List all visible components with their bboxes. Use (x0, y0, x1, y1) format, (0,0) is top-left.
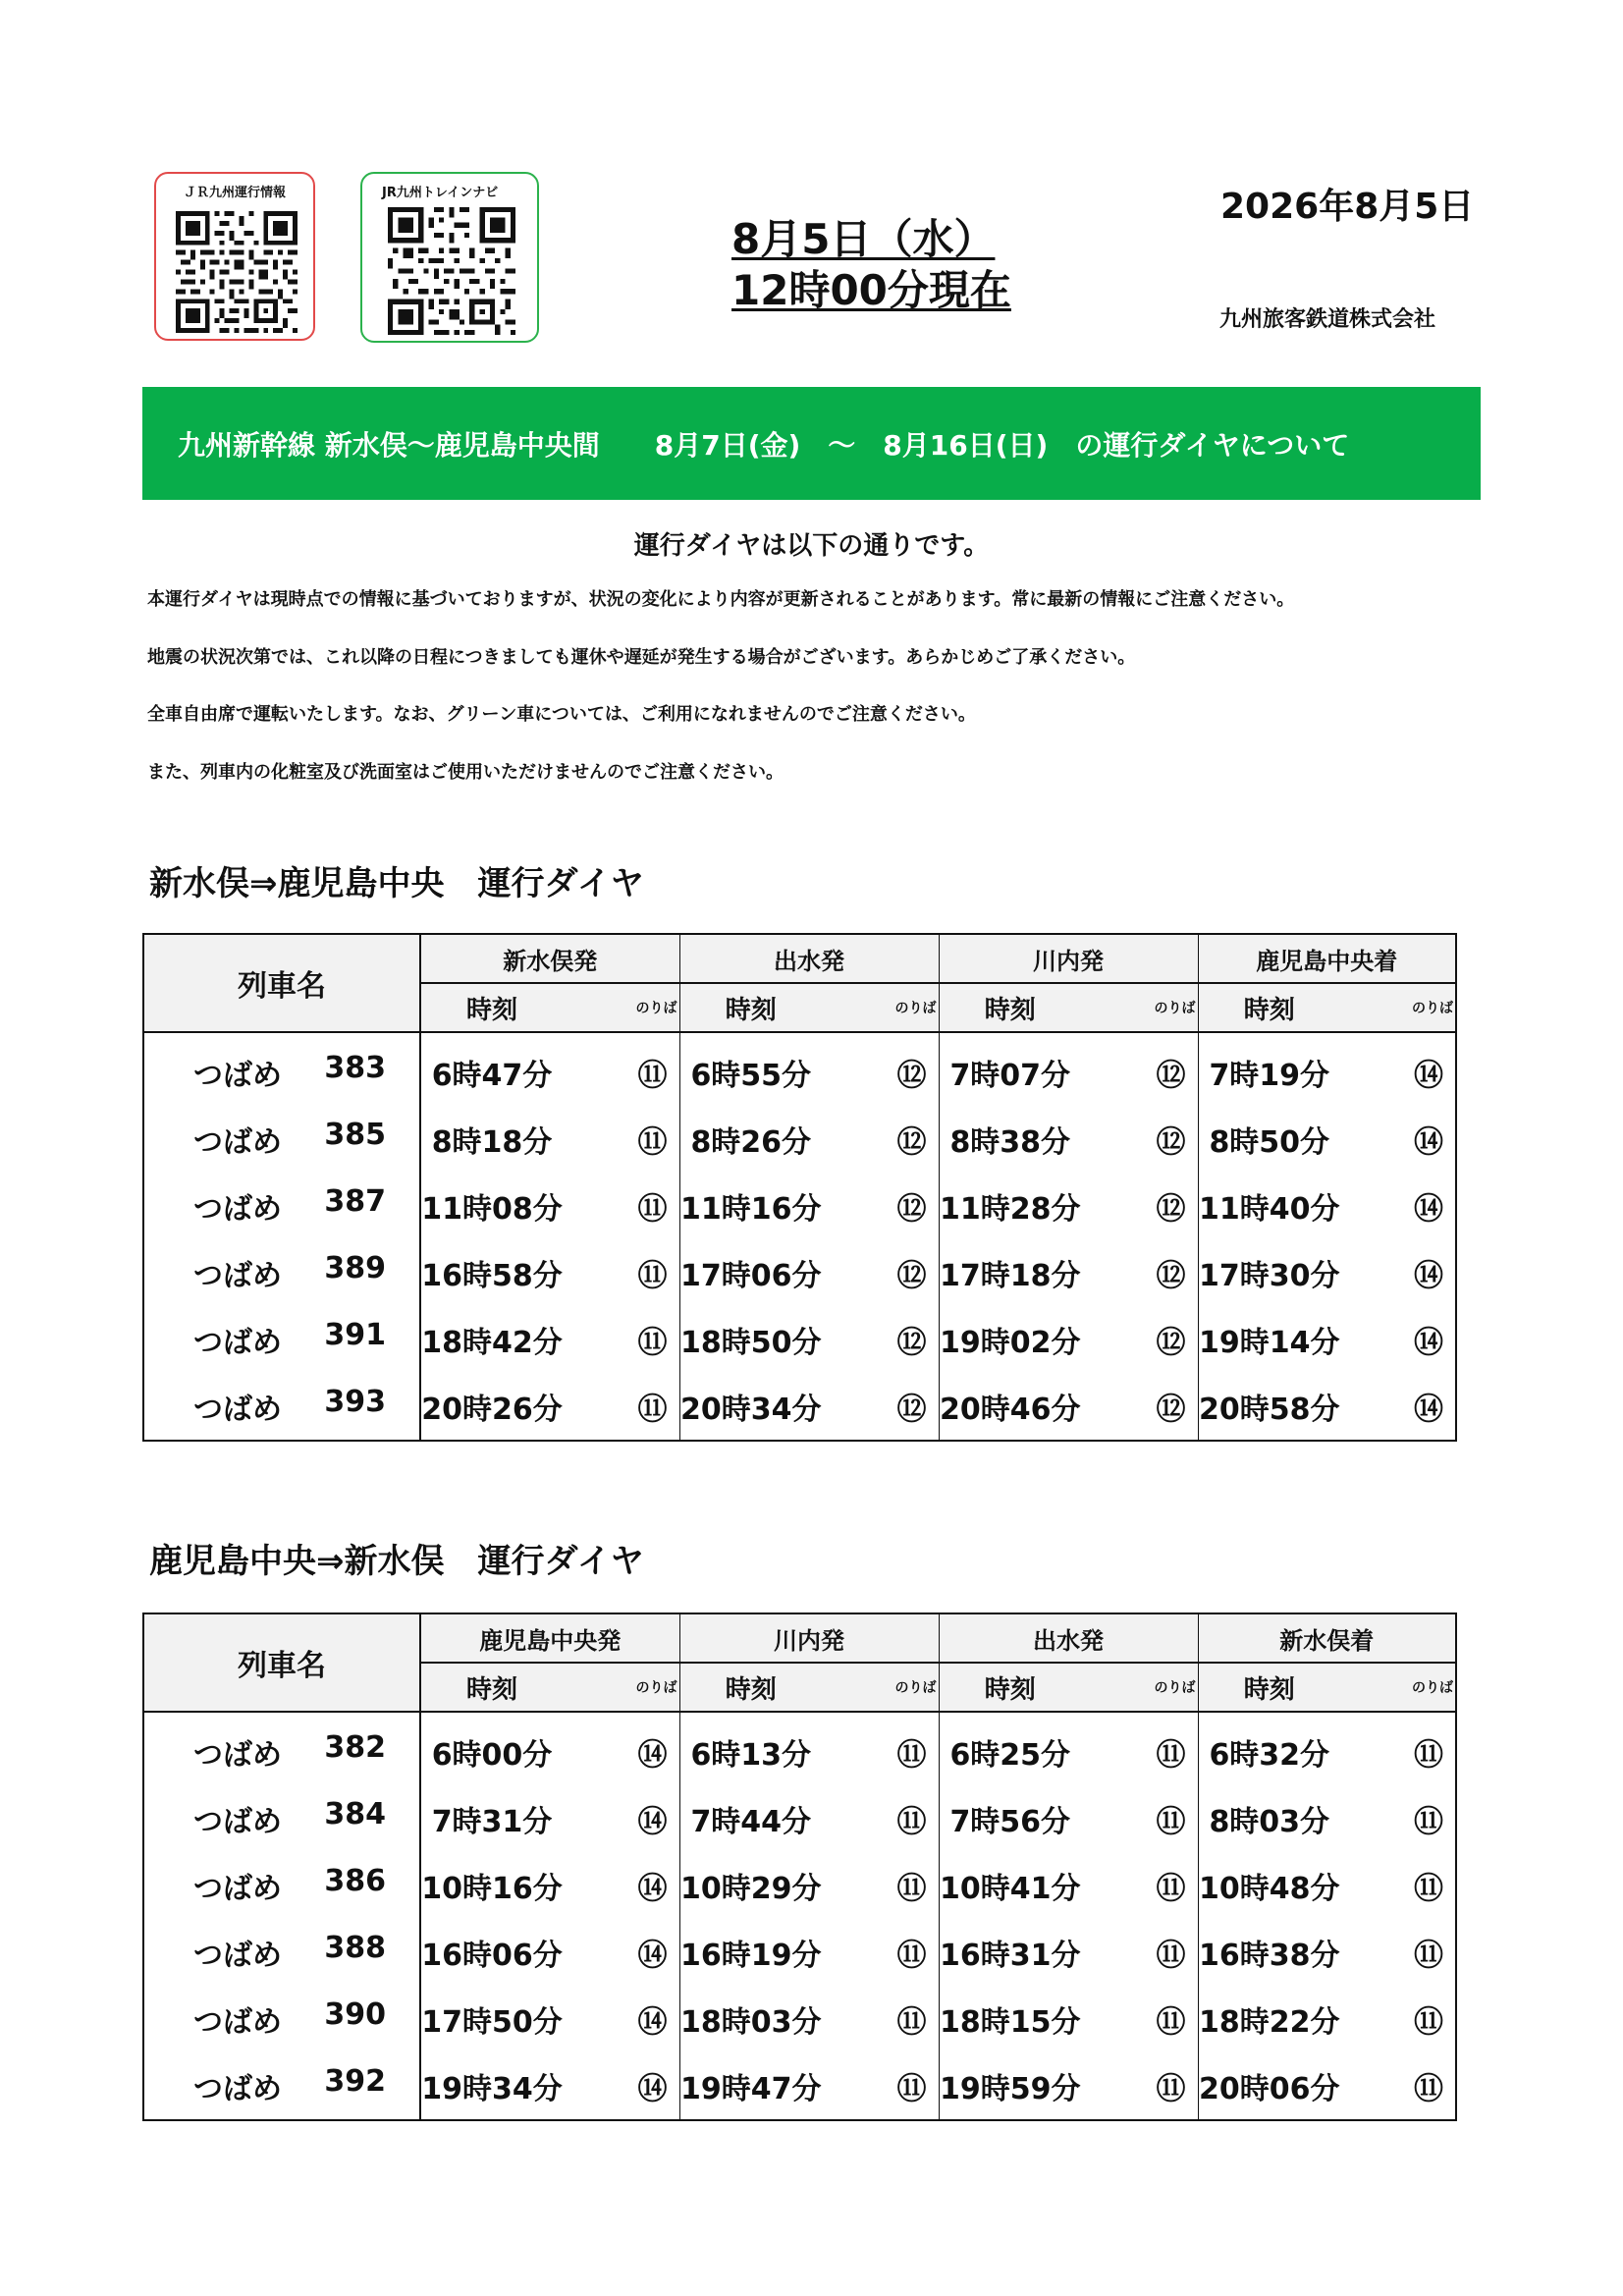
departure-time: 17時06分 (679, 1239, 822, 1306)
timetable-northbound (142, 1613, 1457, 2121)
note-3: 全車自由席で運転いたします。なお、グリーン車については、ご利用になれませんのでご注意ください。 (147, 704, 976, 725)
platform-number: ⑫ (1081, 1239, 1198, 1306)
platform-header: のりば (1081, 983, 1198, 1032)
time-header: 時刻 (939, 983, 1081, 1032)
platform-number: ⑫ (822, 1173, 939, 1239)
time-header: 時刻 (1198, 1663, 1340, 1712)
departure-time: 20時06分 (1198, 2052, 1340, 2120)
departure-time: 10時48分 (1198, 1852, 1340, 1919)
departure-time: 18時42分 (420, 1306, 563, 1373)
platform-number: ⑫ (822, 1032, 939, 1106)
train-cell (143, 1306, 420, 1373)
departure-time: 6時25分 (939, 1712, 1081, 1785)
table-row (143, 1106, 1456, 1173)
platform-number: ⑫ (1081, 1306, 1198, 1373)
departure-time: 20時58分 (1198, 1373, 1340, 1441)
issue-date: 2026年8月5日 (1220, 187, 1475, 227)
time-header: 時刻 (420, 1663, 563, 1712)
platform-number: ⑭ (1340, 1173, 1456, 1239)
train-number: 385 (324, 1118, 386, 1152)
note-2: 地震の状況次第では、これ以降の日程につきましても運休や遅延が発生する場合がございます。あらかじめご了承ください。 (147, 647, 1136, 668)
platform-number: ⑫ (1081, 1173, 1198, 1239)
note-4: また、列車内の化粧室及び洗面室はご使用いただけませんのでご注意ください。 (147, 762, 784, 783)
train-cell (143, 1986, 420, 2052)
departure-time: 20時46分 (939, 1373, 1081, 1441)
departure-time: 18時03分 (679, 1986, 822, 2052)
train-name: つばめ (193, 1939, 282, 1973)
train-cell (143, 2052, 420, 2120)
train-number: 388 (324, 1931, 386, 1965)
platform-number: ⑫ (822, 1306, 939, 1373)
station-header: 川内発 (939, 934, 1198, 983)
platform-number: ⑭ (1340, 1032, 1456, 1106)
company-name: 九州旅客鉄道株式会社 (1219, 307, 1436, 332)
table-row (143, 1712, 1456, 1785)
platform-number: ⑪ (1081, 1785, 1198, 1852)
platform-number: ⑫ (822, 1106, 939, 1173)
platform-number: ⑪ (822, 2052, 939, 2120)
station-header: 鹿児島中央発 (420, 1613, 679, 1663)
departure-time: 8時18分 (420, 1106, 563, 1173)
departure-time: 11時08分 (420, 1173, 563, 1239)
platform-header: のりば (1081, 1663, 1198, 1712)
station-header: 川内発 (679, 1613, 939, 1663)
departure-time: 11時40分 (1198, 1173, 1340, 1239)
platform-number: ⑪ (822, 1919, 939, 1986)
qr-code-icon[interactable] (388, 207, 515, 335)
table-row (143, 1919, 1456, 1986)
platform-number: ⑪ (822, 1852, 939, 1919)
train-number: 393 (324, 1385, 386, 1419)
train-name-header: 列車名 (143, 1613, 420, 1712)
platform-number: ⑭ (1340, 1106, 1456, 1173)
train-number: 392 (324, 2064, 386, 2099)
station-header: 新水俣発 (420, 934, 679, 983)
platform-number: ⑫ (1081, 1032, 1198, 1106)
platform-number: ⑪ (1340, 2052, 1456, 2120)
train-number: 384 (324, 1797, 386, 1831)
time-header: 時刻 (679, 983, 822, 1032)
train-number: 391 (324, 1318, 386, 1352)
train-name: つばめ (193, 1059, 282, 1093)
platform-header: のりば (563, 983, 679, 1032)
train-number: 383 (324, 1051, 386, 1085)
train-name: つばめ (193, 2005, 282, 2040)
platform-number: ⑪ (822, 1785, 939, 1852)
platform-number: ⑪ (1340, 1852, 1456, 1919)
departure-time: 17時50分 (420, 1986, 563, 2052)
train-name: つばめ (193, 2072, 282, 2106)
departure-time: 19時02分 (939, 1306, 1081, 1373)
qr-card-jr-info[interactable] (154, 172, 315, 341)
banner-text: 九州新幹線 新水俣～鹿児島中央間 8月7日(金) ～ 8月16日(日) の運行ダイヤについて (178, 429, 1350, 462)
departure-time: 8時50分 (1198, 1106, 1340, 1173)
departure-time: 16時38分 (1198, 1919, 1340, 1986)
departure-time: 16時31分 (939, 1919, 1081, 1986)
departure-time: 6時00分 (420, 1712, 563, 1785)
platform-number: ⑪ (563, 1373, 679, 1441)
platform-number: ⑪ (1081, 2052, 1198, 2120)
departure-time: 7時31分 (420, 1785, 563, 1852)
station-header: 出水発 (679, 934, 939, 983)
departure-time: 7時19分 (1198, 1032, 1340, 1106)
qr-label-jr-info: ＪＲ九州運行情報 (183, 186, 286, 200)
platform-header: のりば (1340, 1663, 1456, 1712)
table-row (143, 1785, 1456, 1852)
intro-heading: 運行ダイヤは以下の通りです。 (633, 531, 990, 561)
status-heading (731, 214, 1011, 316)
departure-time: 6時55分 (679, 1032, 822, 1106)
departure-time: 8時38分 (939, 1106, 1081, 1173)
platform-number: ⑭ (563, 1712, 679, 1785)
platform-number: ⑭ (1340, 1373, 1456, 1441)
train-number: 386 (324, 1864, 386, 1898)
departure-time: 7時07分 (939, 1032, 1081, 1106)
platform-number: ⑪ (563, 1306, 679, 1373)
platform-number: ⑪ (822, 1712, 939, 1785)
train-name: つばめ (193, 1259, 282, 1293)
platform-number: ⑭ (563, 2052, 679, 2120)
departure-time: 11時28分 (939, 1173, 1081, 1239)
status-date: 8月5日（水） (731, 215, 996, 263)
qr-card-train-navi[interactable] (360, 172, 539, 343)
time-header: 時刻 (679, 1663, 822, 1712)
table-row (143, 1032, 1456, 1106)
departure-time: 7時44分 (679, 1785, 822, 1852)
departure-time: 7時56分 (939, 1785, 1081, 1852)
platform-number: ⑪ (1081, 1919, 1198, 1986)
platform-number: ⑪ (563, 1239, 679, 1306)
platform-number: ⑭ (1340, 1239, 1456, 1306)
platform-header: のりば (1340, 983, 1456, 1032)
platform-number: ⑫ (822, 1239, 939, 1306)
departure-time: 19時14分 (1198, 1306, 1340, 1373)
station-header: 新水俣着 (1198, 1613, 1456, 1663)
train-cell (143, 1032, 420, 1106)
departure-time: 16時19分 (679, 1919, 822, 1986)
platform-number: ⑪ (1340, 1712, 1456, 1785)
platform-number: ⑪ (563, 1032, 679, 1106)
table-row (143, 1852, 1456, 1919)
train-name: つばめ (193, 1326, 282, 1360)
train-name-header: 列車名 (143, 934, 420, 1032)
platform-number: ⑪ (563, 1106, 679, 1173)
qr-label-train-navi: JR九州トレインナビ (382, 186, 499, 200)
train-cell (143, 1373, 420, 1441)
time-header: 時刻 (939, 1663, 1081, 1712)
departure-time: 18時15分 (939, 1986, 1081, 2052)
platform-number: ⑪ (1081, 1712, 1198, 1785)
train-cell (143, 1919, 420, 1986)
table-row (143, 1239, 1456, 1306)
departure-time: 16時58分 (420, 1239, 563, 1306)
platform-number: ⑫ (822, 1373, 939, 1441)
departure-time: 19時34分 (420, 2052, 563, 2120)
train-number: 389 (324, 1251, 386, 1285)
time-header: 時刻 (420, 983, 563, 1032)
train-cell (143, 1712, 420, 1785)
timetable-southbound (142, 933, 1457, 1442)
platform-number: ⑭ (1340, 1306, 1456, 1373)
train-name: つばめ (193, 1192, 282, 1227)
train-number: 390 (324, 1997, 386, 2032)
train-name: つばめ (193, 1125, 282, 1160)
platform-header: のりば (822, 1663, 939, 1712)
departure-time: 19時47分 (679, 2052, 822, 2120)
table-row (143, 1306, 1456, 1373)
station-header: 鹿児島中央着 (1198, 934, 1456, 983)
departure-time: 8時03分 (1198, 1785, 1340, 1852)
platform-number: ⑫ (1081, 1373, 1198, 1441)
departure-time: 11時16分 (679, 1173, 822, 1239)
platform-number: ⑭ (563, 1986, 679, 2052)
platform-number: ⑪ (1081, 1852, 1198, 1919)
departure-time: 18時22分 (1198, 1986, 1340, 2052)
platform-number: ⑪ (1340, 1919, 1456, 1986)
departure-time: 16時06分 (420, 1919, 563, 1986)
platform-number: ⑭ (563, 1852, 679, 1919)
train-number: 387 (324, 1184, 386, 1219)
table-row (143, 1373, 1456, 1441)
table-row (143, 1986, 1456, 2052)
departure-time: 6時47分 (420, 1032, 563, 1106)
departure-time: 6時32分 (1198, 1712, 1340, 1785)
departure-time: 10時16分 (420, 1852, 563, 1919)
departure-time: 17時18分 (939, 1239, 1081, 1306)
time-header: 時刻 (1198, 983, 1340, 1032)
platform-number: ⑪ (1081, 1986, 1198, 2052)
train-cell (143, 1785, 420, 1852)
platform-number: ⑪ (563, 1173, 679, 1239)
train-name: つばめ (193, 1872, 282, 1906)
train-name: つばめ (193, 1738, 282, 1773)
qr-code-icon[interactable] (176, 211, 298, 333)
train-cell (143, 1106, 420, 1173)
platform-header: のりば (563, 1663, 679, 1712)
departure-time: 6時13分 (679, 1712, 822, 1785)
note-1: 本運行ダイヤは現時点での情報に基づいておりますが、状況の変化により内容が更新されることがあります。常に最新の情報にご注意ください。 (147, 589, 1295, 610)
section-title-southbound: 新水俣⇒鹿児島中央 運行ダイヤ (149, 864, 644, 903)
departure-time: 20時34分 (679, 1373, 822, 1441)
departure-time: 10時29分 (679, 1852, 822, 1919)
platform-number: ⑭ (563, 1919, 679, 1986)
platform-number: ⑪ (822, 1986, 939, 2052)
train-name: つばめ (193, 1393, 282, 1427)
platform-number: ⑪ (1340, 1785, 1456, 1852)
train-name: つばめ (193, 1805, 282, 1839)
train-cell (143, 1852, 420, 1919)
departure-time: 18時50分 (679, 1306, 822, 1373)
platform-header: のりば (822, 983, 939, 1032)
station-header: 出水発 (939, 1613, 1198, 1663)
table-row (143, 1173, 1456, 1239)
status-time: 12時00分現在 (731, 266, 1011, 314)
departure-time: 10時41分 (939, 1852, 1081, 1919)
table-row (143, 2052, 1456, 2120)
platform-number: ⑭ (563, 1785, 679, 1852)
train-cell (143, 1239, 420, 1306)
departure-time: 17時30分 (1198, 1239, 1340, 1306)
platform-number: ⑫ (1081, 1106, 1198, 1173)
departure-time: 20時26分 (420, 1373, 563, 1441)
platform-number: ⑪ (1340, 1986, 1456, 2052)
train-number: 382 (324, 1730, 386, 1765)
train-cell (143, 1173, 420, 1239)
section-title-northbound: 鹿児島中央⇒新水俣 運行ダイヤ (149, 1542, 644, 1581)
notice-banner (142, 387, 1481, 500)
departure-time: 8時26分 (679, 1106, 822, 1173)
departure-time: 19時59分 (939, 2052, 1081, 2120)
